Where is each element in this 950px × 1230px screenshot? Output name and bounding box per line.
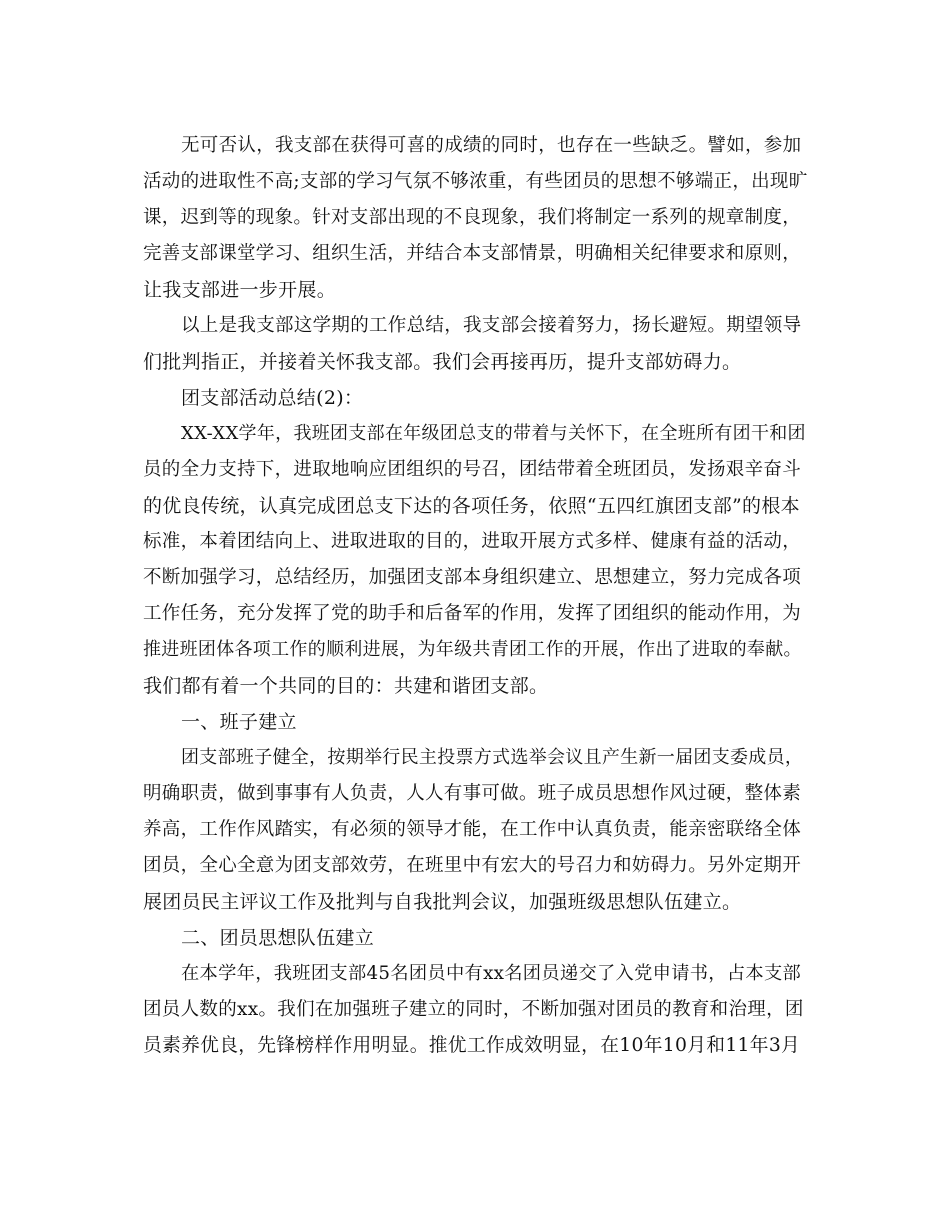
- text-line: 无可否认，我支部在获得可喜的成绩的同时，也存在一些缺乏。譬如，参加: [181, 135, 802, 156]
- text-line: 二、团员思想队伍建立: [181, 927, 375, 949]
- text-line: 员素养优良，先锋榜样作用明显。推优工作成效明显，在10年10月和11年3月: [143, 1035, 801, 1056]
- text-line: XX-XX学年，我班团支部在年级团总支的带着与关怀下，在全班所有团干和团: [181, 423, 806, 444]
- text-line: 活动的进取性不高;支部的学习气氛不够浓重，有些团员的思想不够端正，出现旷: [143, 171, 808, 192]
- text-line: 团员人数的xx。我们在加强班子建立的同时，不断加强对团员的教育和治理，团: [143, 999, 804, 1020]
- text-line: 的优良传统，认真完成团总支下达的各项任务，依照“五四红旗团支部”的根本: [143, 495, 800, 517]
- text-line: 在本学年，我班团支部45名团员中有xx名团员递交了入党申请书，占本支部: [181, 963, 802, 984]
- text-line: 课，迟到等的现象。针对支部出现的不良现象，我们将制定一系列的规章制度，: [143, 207, 802, 228]
- text-line: 推进班团体各项工作的顺利进展，为年级共青团工作的开展，作出了进取的奉献。: [143, 639, 802, 660]
- text-line: 标准，本着团结向上、进取进取的目的，进取开展方式多样、健康有益的活动，: [143, 531, 802, 552]
- text-line: 不断加强学习，总结经历，加强团支部本身组织建立、思想建立，努力完成各项: [143, 567, 802, 588]
- text-line: 展团员民主评议工作及批判与自我批判会议，加强班级思想队伍建立。: [143, 891, 742, 913]
- text-line: 让我支部进一步开展。: [143, 279, 337, 301]
- text-line: 我们都有着一个共同的目的：共建和谐团支部。: [143, 675, 549, 697]
- document-page: [143, 128, 808, 1064]
- text-line: 们批判指正，并接着关怀我支部。我们会再接再历，提升支部妨碍力。: [143, 351, 742, 373]
- text-line: 员的全力支持下，进取地响应团组织的号召，团结带着全班团员，发扬艰辛奋斗: [143, 459, 802, 480]
- text-line: 以上是我支部这学期的工作总结，我支部会接着努力，扬长避短。期望领导: [181, 315, 802, 336]
- text-line: 团员，全心全意为团支部效劳，在班里中有宏大的号召力和妨碍力。另外定期开: [143, 855, 802, 876]
- text-line: 团支部班子健全，按期举行民主投票方式选举会议且产生新一届团支委成员，: [181, 747, 804, 768]
- text-line: 团支部活动总结(2)：: [181, 387, 364, 409]
- text-line: 完善支部课堂学习、组织生活，并结合本支部情景，明确相关纪律要求和原则，: [143, 243, 802, 264]
- text-line: 明确职责，做到事事有人负责，人人有事可做。班子成员思想作风过硬，整体素: [143, 783, 802, 804]
- text-line: 工作任务，充分发挥了党的助手和后备军的作用，发挥了团组织的能动作用，为: [143, 603, 802, 624]
- text-line: 一、班子建立: [181, 711, 297, 733]
- text-line: 养高，工作作风踏实，有必须的领导才能，在工作中认真负责，能亲密联络全体: [143, 819, 802, 840]
